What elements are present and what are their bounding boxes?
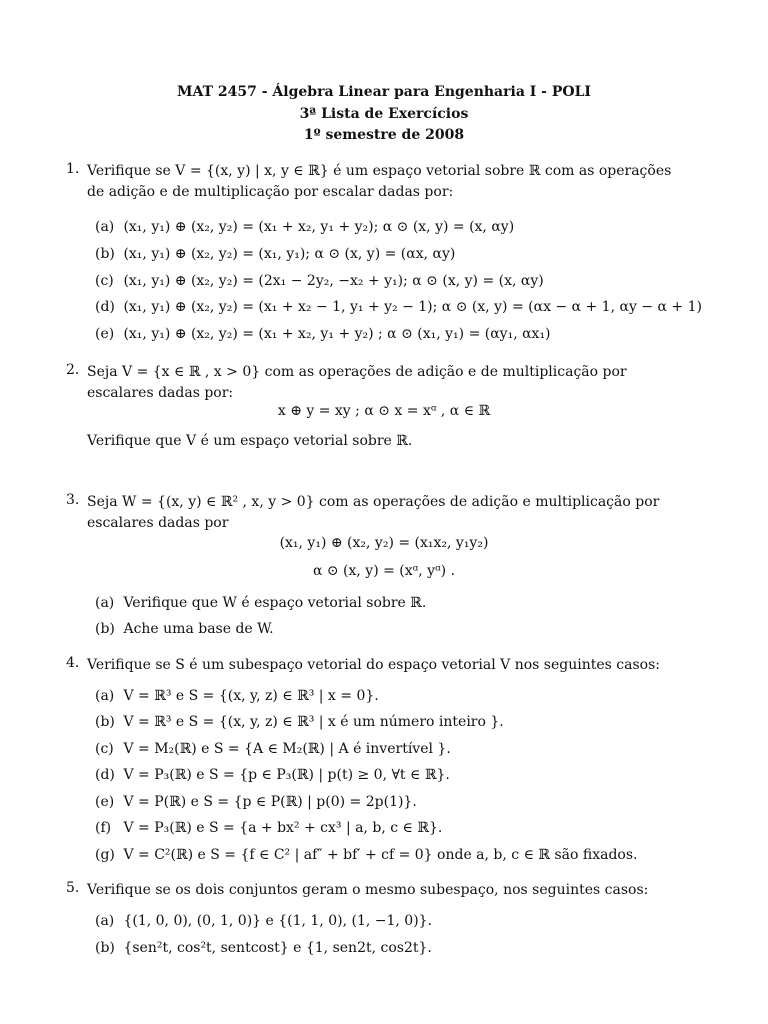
q5-item-b <box>95 940 432 956</box>
q3-item-b-label: (b) <box>95 621 115 637</box>
semester: 1º semestre de 2008 <box>303 127 465 143</box>
q4-statement: Verifique se S é um subespaço vetorial do espaço vetorial V nos seguintes casos: <box>87 657 660 673</box>
q4-item-d-text: V = P₃(ℝ) e S = {p ∈ P₃(ℝ) | p(t) ≥ 0, ∀t ∈ ℝ}. <box>123 767 450 783</box>
q4-item-a-text: V = ℝ³ e S = {(x, y, z) ∈ ℝ³ | x = 0}. <box>123 688 379 704</box>
q1-item-d <box>95 299 702 315</box>
q2-statement: Seja V = {x ∈ ℝ , x > 0} com as operações de adição e de multiplicação por escalares dadas por: <box>87 364 627 401</box>
q4-item-e-text: V = P(ℝ) e S = {p ∈ P(ℝ) | p(0) = 2p(1)}. <box>123 794 417 810</box>
course-title: MAT 2457 - Álgebra Linear para Engenharia I - POLI <box>177 84 591 100</box>
q1-statement: Verifique se V = {(x, y) | x, y ∈ ℝ} é um espaço vetorial sobre ℝ com as operações de adição e de multiplicação por escalar dadas por: <box>87 163 672 200</box>
q1-item-c-text: (x₁, y₁) ⊕ (x₂, y₂) = (2x₁ − 2y₂, −x₂ + y₁); α ⊙ (x, y) = (x, αy) <box>123 273 544 289</box>
q5-number: 5. <box>66 880 80 896</box>
q4-item-a-label: (a) <box>95 688 115 704</box>
q1-item-a <box>95 219 514 235</box>
q4-item-f <box>95 820 442 836</box>
q4-item-g-text: V = C²(ℝ) e S = {f ∈ C² | af″ + bf′ + cf = 0} onde a, b, c ∈ ℝ são fixados. <box>123 847 638 863</box>
q2-conclusion: Verifique que V é um espaço vetorial sobre ℝ. <box>87 433 413 449</box>
q1-number: 1. <box>66 161 80 177</box>
q4-item-g <box>95 847 638 863</box>
q1-item-d-label: (d) <box>95 299 115 315</box>
q2-formula: x ⊕ y = xy ; α ⊙ x = xᵅ , α ∈ ℝ <box>277 403 491 419</box>
q4-item-c-text: V = M₂(ℝ) e S = {A ∈ M₂(ℝ) | A é invertível }. <box>123 741 451 757</box>
q4-number: 4. <box>66 655 80 671</box>
q3-formula-scalar: α ⊙ (x, y) = (xᵅ, yᵅ) . <box>312 563 456 579</box>
q3-number: 3. <box>66 492 80 508</box>
q2-number: 2. <box>66 362 80 378</box>
q1-item-c <box>95 273 544 289</box>
q5-item-b-text: {sen²t, cos²t, sentcost} e {1, sen2t, cos2t}. <box>123 940 432 956</box>
q1-item-b <box>95 246 455 262</box>
q3-item-a-text: Verifique que W é espaço vetorial sobre ℝ. <box>123 595 427 611</box>
q3-item-a <box>95 595 426 611</box>
q1-item-e-text: (x₁, y₁) ⊕ (x₂, y₂) = (x₁ + x₂, y₁ + y₂) ; α ⊙ (x₁, y₁) = (αy₁, αx₁) <box>123 326 551 342</box>
q1-item-e-label: (e) <box>95 326 115 342</box>
q1-item-c-label: (c) <box>95 273 114 289</box>
q3-item-a-label: (a) <box>95 595 115 611</box>
q4-item-c-label: (c) <box>95 741 114 757</box>
q1-item-a-text: (x₁, y₁) ⊕ (x₂, y₂) = (x₁ + x₂, y₁ + y₂); α ⊙ (x, y) = (x, αy) <box>123 219 515 235</box>
q4-item-d <box>95 767 450 783</box>
list-title: 3ª Lista de Exercícios <box>299 106 469 122</box>
q3-item-b <box>95 621 274 637</box>
q1-item-e <box>95 326 551 342</box>
q4-item-d-label: (d) <box>95 767 115 783</box>
q5-item-a-label: (a) <box>95 913 115 929</box>
q1-item-d-text: (x₁, y₁) ⊕ (x₂, y₂) = (x₁ + x₂ − 1, y₁ + y₂ − 1); α ⊙ (x, y) = (αx − α + 1, αy − α + 1) <box>123 299 702 315</box>
q4-item-e-label: (e) <box>95 794 115 810</box>
q4-item-g-label: (g) <box>95 847 115 863</box>
q4-item-b <box>95 714 504 730</box>
q5-statement: Verifique se os dois conjuntos geram o mesmo subespaço, nos seguintes casos: <box>87 882 649 898</box>
q5-item-a-text: {(1, 0, 0), (0, 1, 0)} e {(1, 1, 0), (1, −1, 0)}. <box>123 913 433 929</box>
q4-item-c <box>95 741 451 757</box>
q1-item-a-label: (a) <box>95 219 115 235</box>
q5-item-b-label: (b) <box>95 940 115 956</box>
q4-item-b-label: (b) <box>95 714 115 730</box>
q4-item-a <box>95 688 379 704</box>
q4-item-b-text: V = ℝ³ e S = {(x, y, z) ∈ ℝ³ | x é um número inteiro }. <box>123 714 504 730</box>
q4-item-f-label: (f) <box>95 820 112 836</box>
q1-item-b-text: (x₁, y₁) ⊕ (x₂, y₂) = (x₁, y₁); α ⊙ (x, y) = (αx, αy) <box>123 246 456 262</box>
q3-formula-sum: (x₁, y₁) ⊕ (x₂, y₂) = (x₁x₂, y₁y₂) <box>279 535 489 551</box>
q4-item-f-text: V = P₃(ℝ) e S = {a + bx² + cx³ | a, b, c ∈ ℝ}. <box>123 820 443 836</box>
q3-item-b-text: Ache uma base de W. <box>123 621 274 637</box>
q5-item-a <box>95 913 432 929</box>
q4-item-e <box>95 794 417 810</box>
q1-item-b-label: (b) <box>95 246 115 262</box>
q3-statement: Seja W = {(x, y) ∈ ℝ² , x, y > 0} com as operações de adição e multiplicação por escalares dadas por <box>87 494 660 531</box>
